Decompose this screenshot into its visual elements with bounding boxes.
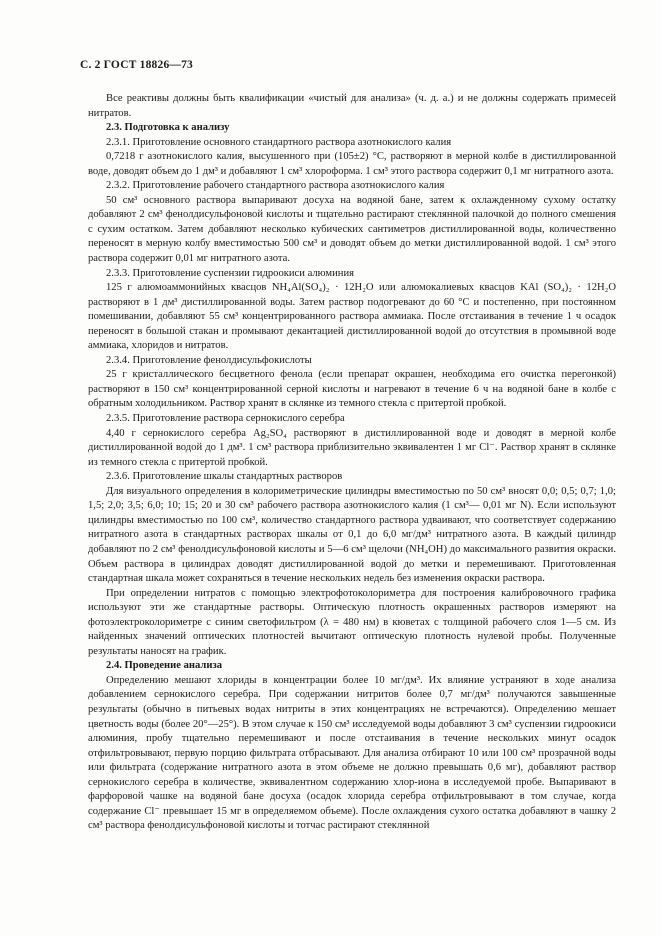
paragraph-2-3-5: 4,40 г сернокислого серебра Ag₂SO₄ растворяют в дистиллированной воде и доводят в мерной колбе дистиллированной водой до 1 дм³. 1 см³ раствора приблизительно эквивалентен 1 мг Cl⁻. Раствор хранят в склянке из темного стекла с притертой пробкой.: [88, 427, 616, 468]
paragraph-2-4: Определению мешают хлориды в концентрации более 10 мг/дм³. Их влияние устраняют в ходе анализа добавлением сернокислого серебра. При содержании нитритов более 0,7 мг/дм³ получаются завышенные результаты (обычно в питьевых водах нитриты в этих концентрациях не встречаются). Определению мешает цветность воды (более 20°—25°). В этом случае к 150 см³ исследуемой воды добавляют 3 см³ суспензии гидроокиси алюминия, пробу тщательно перемешивают и после отстаивания в течение нескольких минут осадок отфильтровывают, первую порцию фильтрата отбрасывают. Для анализа отбирают 10 или 100 см³ прозрачной воды или фильтрата (содержание нитратного азота в этом объеме не должно превышать 0,6 мг), добавляют раствор сернокислого серебра в количестве, эквивалентном содержанию хлор-иона в исследуемой пробе. Выпаривают в фарфоровой чашке на водяной бане досуха (осадок хлорида серебра отфильтровывают в том случае, когда содержание Cl⁻ превышает 15 мг в определяемом объеме). После охлаждения сухого остатка добавляют в чашку 2 см³ раствора фенолдисульфоновой кислоты и тотчас растирают стеклянной: [88, 674, 616, 832]
subsection-heading-2-3-4: 2.3.4. Приготовление фенолдисульфокислоты: [106, 354, 312, 366]
paragraph-2-3-6: Для визуального определения в колориметрические цилиндры вместимостью по 50 см³ вносят 0,0; 0,5; 0,7; 1,0; 1,5; 2,0; 3,5; 6,0; 10; 15; 20 и 30 см³ рабочего раствора азотнокислого калия (1 см³— 0,01 мг N). Если используют цилиндры вместимостью по 100 см³, количество стандартного раствора удваивают, что соответствует содержанию нитратного азота в стандартных растворах шкалы от 0,1 до 6,0 мг/дм³ нитратного азота. В каждый цилиндр добавляют по 2 см³ фенолдисульфоновой кислоты и 5—6 см³ щелочи (NH₄OH) до максимального развития окраски. Объем раствора в цилиндрах доводят дистиллированной водой до метки и перемешивают. Приготовленная стандартная шкала может сохраняться в течение нескольких недель без изменения окраски раствора.: [88, 485, 616, 585]
paragraph-2-3-4: 25 г кристаллического бесцветного фенола (если препарат окрашен, необходима его очистка перегонкой) растворяют в 150 см³ концентрированной серной кислоты и нагревают в течение 6 ч на водяной бане в колбе с обратным холодильником. Раствор хранят в склянке из темного стекла с притертой пробкой.: [88, 369, 616, 410]
subsection-heading-2-3-3: 2.3.3. Приготовление суспензии гидроокиси алюминия: [106, 267, 355, 279]
subsection-heading-2-3-6: 2.3.6. Приготовление шкалы стандартных растворов: [106, 471, 343, 483]
subsection-heading-2-3-2: 2.3.2. Приготовление рабочего стандартного раствора азотнокислого калия: [106, 180, 445, 192]
paragraph-photocolorimeter: При определении нитратов с помощью электрофотоколориметра для построения калибровочного графика используют эти же стандартные растворы. Оптическую плотность окрашенных растворов измеряют на фотоэлектроколориметре с синим светофильтром (λ = 480 нм) в кюветах с толщиной рабочего слоя 1—5 см. Из найденных значений оптических плотностей вычитают оптическую плотность нулевой пробы. Полученные результаты наносят на график.: [88, 587, 616, 657]
paragraph-2-3-1: 0,7218 г азотнокислого калия, высушенного при (105±2) °С, растворяют в мерной колбе в дистиллированной воде, доводят объем до 1 дм³ и добавляют 1 см³ хлороформа. 1 см³ этого раствора содержит 0,1 мг нитратного азота.: [88, 151, 616, 177]
paragraph-2-3-3: 125 г алюмоаммонийных квасцов NH₄Al(SO₄)₂ · 12H₂O или алюмокалиевых квасцов KAl (SO₄)₂ · 12H₂O растворяют в 1 дм³ дистиллированной воды. Затем раствор подогревают до 60 °С и постепенно, при постоянном помешивании, добавляют 55 см³ концентрированного раствора аммиака. После отстаивания в течение 1 ч осадок переносят в большой стакан и промывают декантацией дистиллированной водой до отсутствия в промывной воде аммиака, хлоридов и нитратов.: [88, 282, 616, 352]
section-heading-2-3: 2.3. Подготовка к анализу: [106, 122, 230, 134]
paragraph-2-3-2: 50 см³ основного раствора выпаривают досуха на водяной бане, затем к охлажденному сухому остатку добавляют 2 см³ фенолдисульфоновой кислоты и тщательно растирают стеклянной палочкой до полного смешения с сухим остатком. Затем добавляют несколько кубических сантиметров дистиллированной воды, количественно переносят в мерную колбу вместимостью 500 см³ и доводят объем до метки дистиллированной водой. 1 см³ этого раствора содержит 0,01 мг нитратного азота.: [88, 194, 616, 265]
subsection-heading-2-3-1: 2.3.1. Приготовление основного стандартного раствора азотнокислого калия: [106, 136, 452, 148]
section-heading-2-4: 2.4. Проведение анализа: [106, 660, 222, 672]
subsection-heading-2-3-5: 2.3.5. Приготовление раствора сернокислого серебра: [106, 413, 345, 425]
page-header: С. 2 ГОСТ 18826—73: [80, 59, 193, 71]
paragraph-reagents: Все реактивы должны быть квалификации «чистый для анализа» (ч. д. а.) и не должны содержать примесей нитратов.: [88, 93, 616, 119]
document-body: [88, 92, 616, 834]
